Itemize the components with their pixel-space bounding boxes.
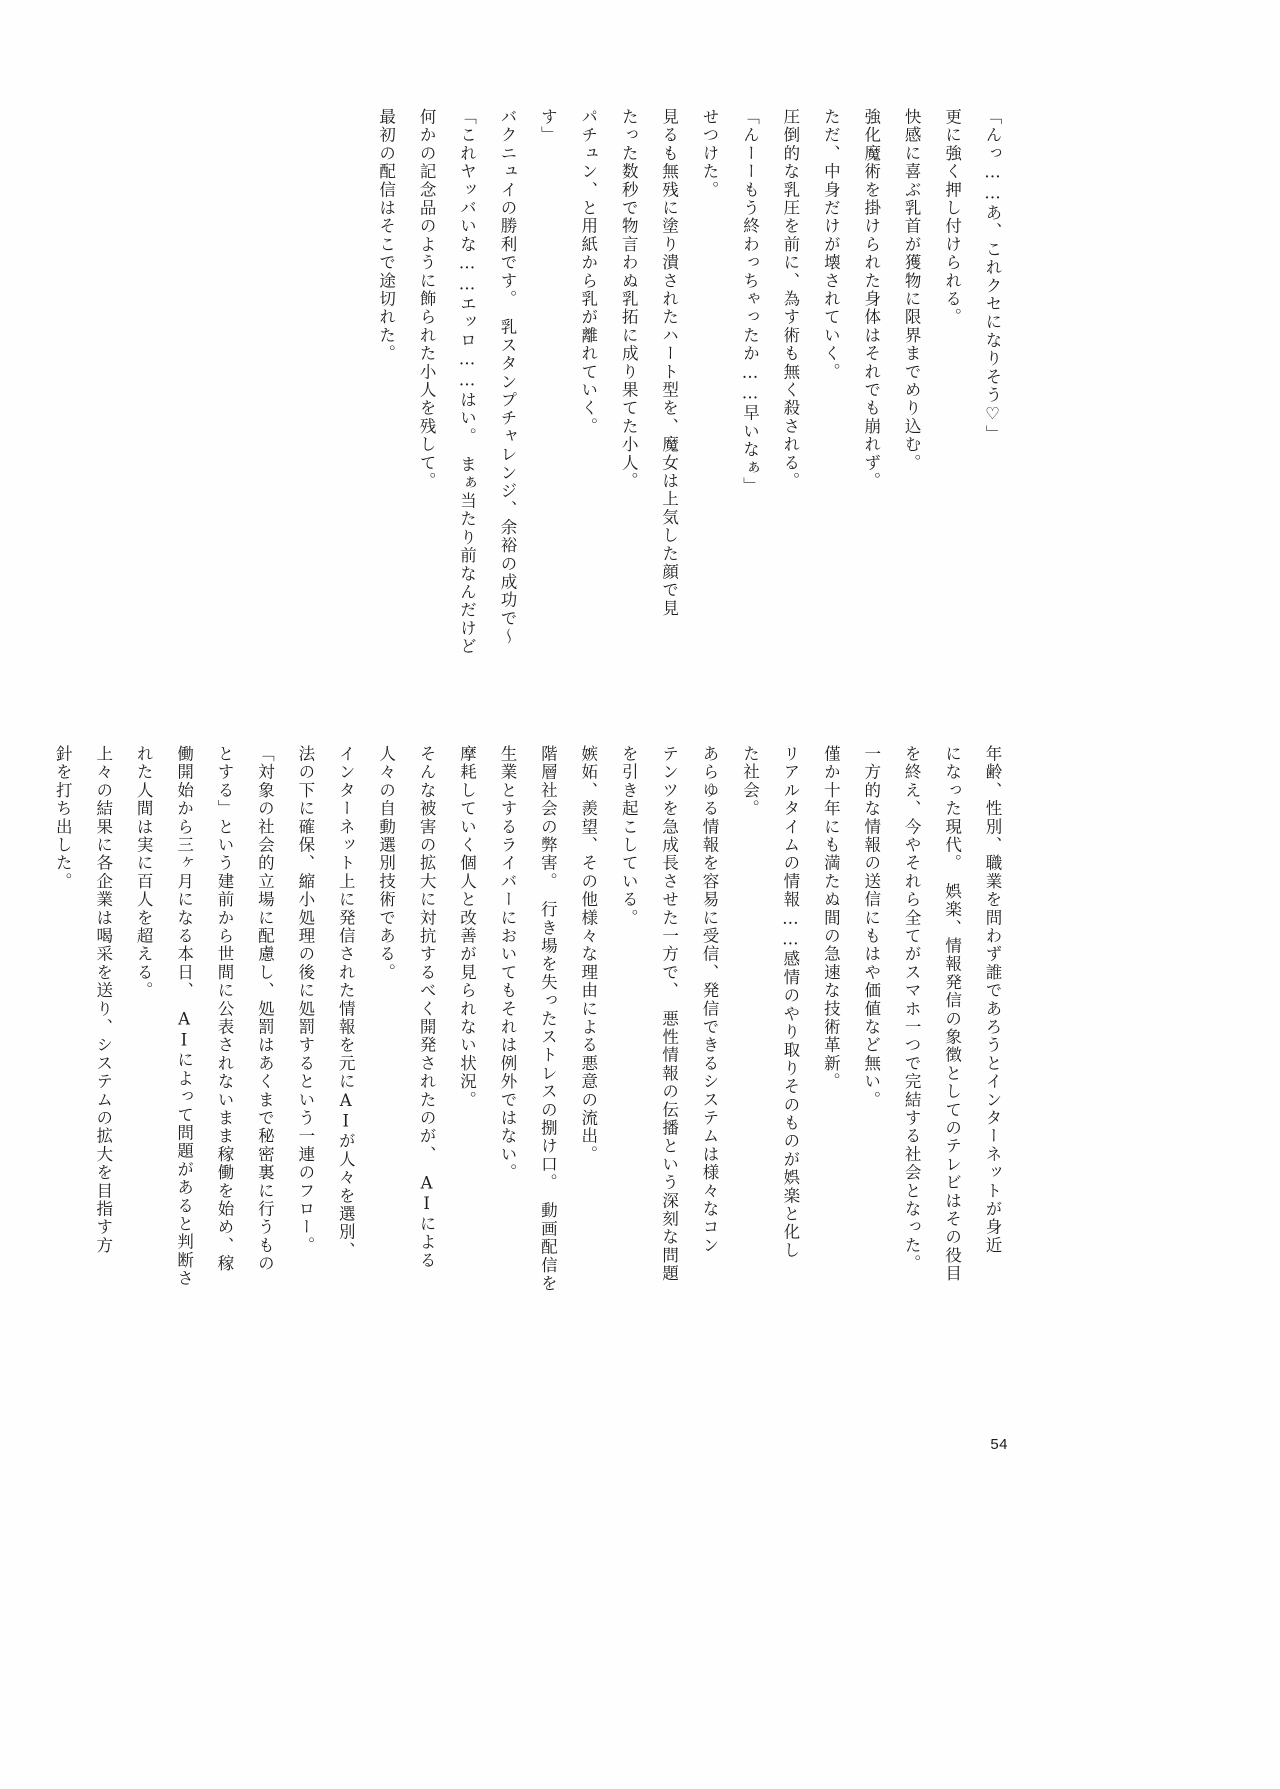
paragraph: 「んーーもう終わっちゃったか……早いなぁ」 [740,108,760,496]
paragraph: 僅か十年にも満たぬ間の急速な技術革新。 [821,745,841,1091]
paragraph: 強化魔術を掛けられた身体はそれでも崩れず。 [861,108,881,491]
paragraph: パチュン、と用紙から乳が離れていく。 [578,108,598,436]
paragraph: 「対象の社会的立場に配慮し、処罰はあくまで秘密裏に行うもの [255,745,275,1273]
paragraph: そんな被害の拡大に対抗するべく開発されたのが、 AIによる [417,745,437,1270]
paragraph: 何かの記念品のように飾られた小人を残して。 [417,108,437,491]
paragraph: 更に強く押し付けられる。 [942,108,962,327]
paragraph: 働開始から三ヶ月になる本日、 AIによって問題があると判断さ [174,745,194,1288]
paragraph: になった現代。 娯楽、情報発信の象徴としてのテレビはその役目 [942,745,962,1283]
paragraph: あらゆる情報を容易に受信、発信できるシステムは様々なコン [700,745,720,1255]
paragraph: す」 [538,108,558,145]
page-number: 54 [990,1436,1008,1453]
paragraph: たった数秒で物言わぬ乳拓に成り果てた小人。 [619,108,639,491]
paragraph: バクニュイの勝利です。 乳スタンプチャレンジ、余裕の成功で〜 [497,108,517,646]
paragraph: 「んっ……あ、これクセになりそう♡」 [983,108,1002,444]
paragraph: インターネット上に発信された情報を元にAIが人々を選別、 [336,745,356,1260]
paragraph: 摩耗していく個人と改善が見られない状況。 [457,745,477,1109]
paragraph: 上々の結果に各企業は喝采を送り、システムの拡大を目指す方 [93,745,113,1255]
paragraph: 嫉妬、羨望、その他様々な理由による悪意の流出。 [578,745,598,1164]
paragraph: れた人間は実に百人を超える。 [134,745,154,1000]
paragraph: 生業とするライバーにおいてもそれは例外ではない。 [497,745,517,1182]
paragraph: 階層社会の弊害。 行き場を失ったストレスの捌け口。 動画配信を [538,745,558,1293]
paragraph: 圧倒的な乳圧を前に、為す術も無く殺される。 [780,108,800,491]
paragraph: とする」という建前から世間に公表されないまま稼働を始め、稼 [214,745,234,1273]
paragraph: ただ、中身だけが壊されていく。 [821,108,841,381]
paragraph: 最初の配信はそこで途切れた。 [376,108,396,363]
paragraph: 一方的な情報の送信にもはや価値など無い。 [861,745,881,1109]
paragraph: 人々の自動選別技術である。 [376,745,396,982]
paragraph: た社会。 [740,745,760,818]
paragraph: テンツを急成長させた一方で、 悪性情報の伝播という深刻な問題 [659,745,679,1283]
paragraph: リアルタイムの情報……感情のやり取りそのものが娯楽と化し [780,745,800,1260]
paragraph: 「これヤッバいな……エッロ……はい。 まぁ当たり前なんだけど [457,108,477,656]
paragraph: を引き起こしている。 [619,745,639,927]
paragraph: 快感に喜ぶ乳首が獲物に限界までめり込む。 [902,108,922,472]
paragraph: せつけた。 [700,108,720,199]
paragraph: 法の下に確保、縮小処理の後に処罰するという一連のフロー。 [295,745,315,1255]
paragraph: 針を打ち出した。 [53,745,73,891]
paragraph: 年齢、性別、職業を問わず誰であろうとインターネットが身近 [983,745,1002,1255]
paragraph: を終え、今やそれら全てがスマホ一つで完結する社会となった。 [902,745,922,1273]
paragraph: 見るも無残に塗り潰されたハート型を、魔女は上気した顔で見 [659,108,679,618]
text-section-lower [53,745,1012,1385]
text-section-upper [352,108,1012,733]
